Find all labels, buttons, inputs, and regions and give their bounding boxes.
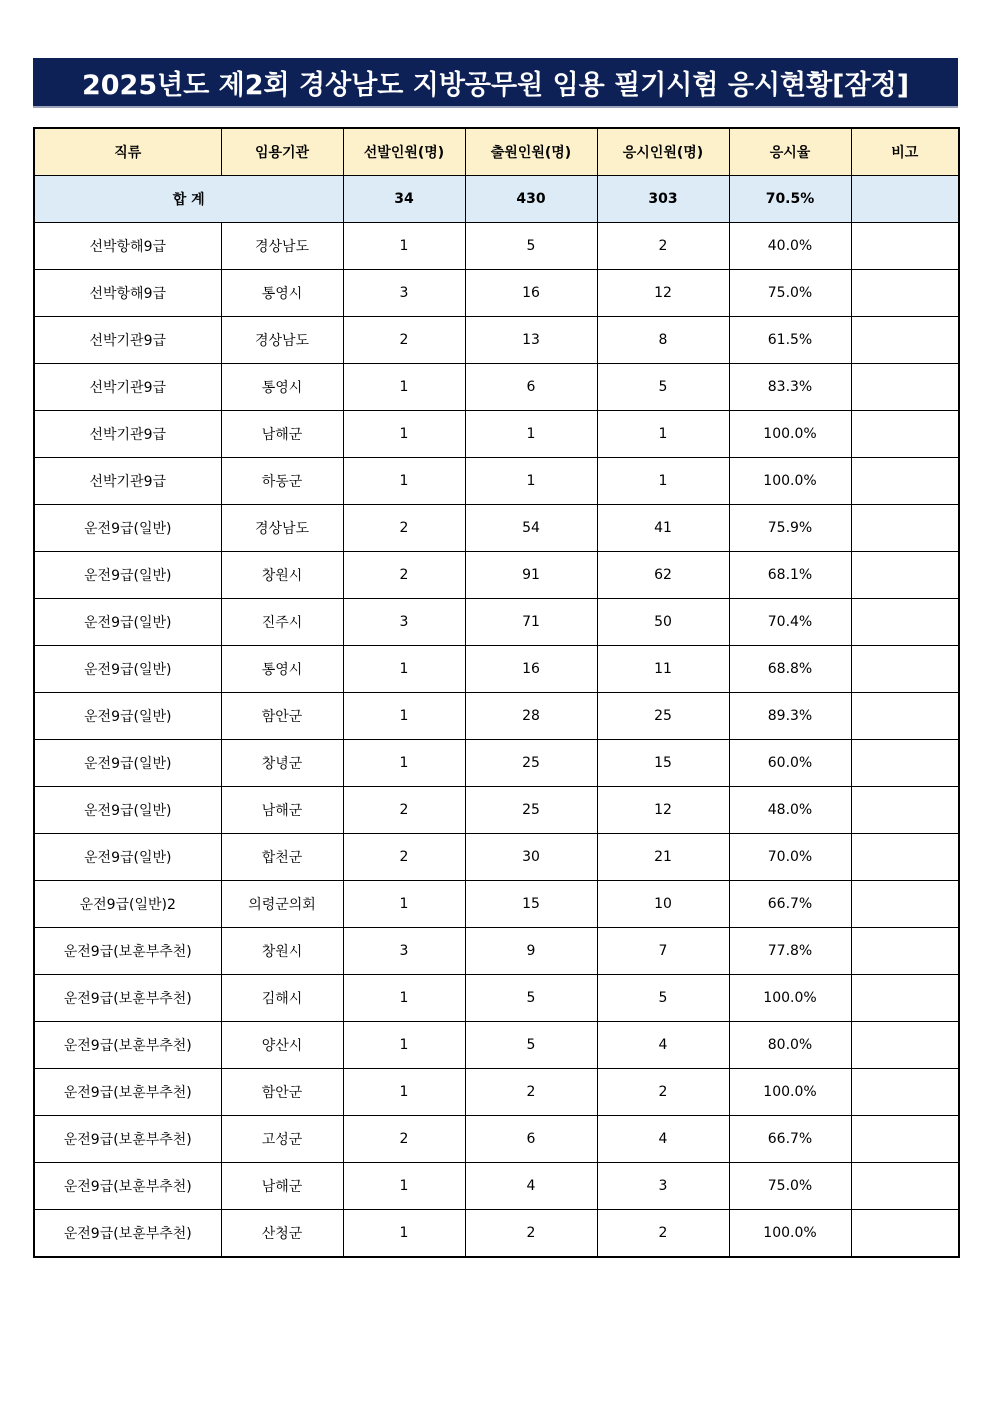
- cell-rate: 100.0%: [729, 1210, 851, 1258]
- cell-rate: 100.0%: [729, 1069, 851, 1116]
- cell-applied: 1: [465, 458, 597, 505]
- cell-selected: 1: [343, 1022, 465, 1069]
- cell-note: [851, 599, 959, 646]
- cell-attended: 41: [597, 505, 729, 552]
- total-row: [34, 176, 959, 223]
- cell-category: 운전9급(보훈부추천): [34, 1210, 221, 1258]
- cell-rate: 40.0%: [729, 223, 851, 270]
- cell-applied: 13: [465, 317, 597, 364]
- cell-category: 운전9급(일반): [34, 834, 221, 881]
- cell-selected: 1: [343, 1163, 465, 1210]
- cell-applied: 5: [465, 1022, 597, 1069]
- cell-note: [851, 270, 959, 317]
- cell-attended: 25: [597, 693, 729, 740]
- cell-note: [851, 834, 959, 881]
- cell-agency: 양산시: [221, 1022, 343, 1069]
- cell-agency: 통영시: [221, 270, 343, 317]
- table-row: [34, 270, 959, 317]
- cell-note: [851, 1210, 959, 1258]
- cell-category: 운전9급(일반): [34, 693, 221, 740]
- table-row: [34, 505, 959, 552]
- cell-agency: 경상남도: [221, 317, 343, 364]
- table-row: [34, 834, 959, 881]
- cell-note: [851, 646, 959, 693]
- cell-agency: 남해군: [221, 787, 343, 834]
- cell-agency: 통영시: [221, 646, 343, 693]
- cell-note: [851, 881, 959, 928]
- cell-attended: 21: [597, 834, 729, 881]
- cell-attended: 5: [597, 364, 729, 411]
- table-row: [34, 928, 959, 975]
- cell-applied: 4: [465, 1163, 597, 1210]
- header-category: 직류: [34, 128, 221, 176]
- cell-selected: 1: [343, 458, 465, 505]
- cell-attended: 15: [597, 740, 729, 787]
- cell-attended: 12: [597, 787, 729, 834]
- cell-note: [851, 928, 959, 975]
- cell-selected: 1: [343, 1069, 465, 1116]
- cell-agency: 합천군: [221, 834, 343, 881]
- cell-applied: 54: [465, 505, 597, 552]
- total-selected: 34: [343, 176, 465, 223]
- cell-note: [851, 505, 959, 552]
- cell-applied: 16: [465, 270, 597, 317]
- header-attended: 응시인원(명): [597, 128, 729, 176]
- cell-attended: 5: [597, 975, 729, 1022]
- table-row: [34, 1116, 959, 1163]
- table-row: [34, 787, 959, 834]
- table-row: [34, 552, 959, 599]
- table-row: [34, 223, 959, 270]
- cell-attended: 1: [597, 458, 729, 505]
- table-row: [34, 1210, 959, 1258]
- table-row: [34, 646, 959, 693]
- cell-attended: 8: [597, 317, 729, 364]
- cell-note: [851, 787, 959, 834]
- cell-attended: 4: [597, 1022, 729, 1069]
- cell-agency: 김해시: [221, 975, 343, 1022]
- cell-category: 선박기관9급: [34, 458, 221, 505]
- cell-attended: 50: [597, 599, 729, 646]
- cell-applied: 5: [465, 975, 597, 1022]
- cell-agency: 하동군: [221, 458, 343, 505]
- cell-selected: 2: [343, 1116, 465, 1163]
- page-title: 2025년도 제2회 경상남도 지방공무원 임용 필기시험 응시현황[잠정]: [33, 58, 958, 108]
- cell-category: 운전9급(보훈부추천): [34, 1163, 221, 1210]
- header-agency: 임용기관: [221, 128, 343, 176]
- cell-applied: 5: [465, 223, 597, 270]
- table-row: [34, 317, 959, 364]
- cell-selected: 1: [343, 975, 465, 1022]
- cell-attended: 4: [597, 1116, 729, 1163]
- cell-category: 운전9급(일반): [34, 505, 221, 552]
- cell-attended: 62: [597, 552, 729, 599]
- cell-rate: 66.7%: [729, 881, 851, 928]
- table-row: [34, 881, 959, 928]
- cell-applied: 25: [465, 787, 597, 834]
- cell-applied: 28: [465, 693, 597, 740]
- table-row: [34, 1163, 959, 1210]
- cell-selected: 1: [343, 646, 465, 693]
- cell-selected: 1: [343, 364, 465, 411]
- cell-agency: 진주시: [221, 599, 343, 646]
- exam-status-table: [33, 127, 960, 1258]
- cell-agency: 창원시: [221, 928, 343, 975]
- cell-applied: 30: [465, 834, 597, 881]
- cell-agency: 함안군: [221, 1069, 343, 1116]
- cell-rate: 61.5%: [729, 317, 851, 364]
- cell-rate: 89.3%: [729, 693, 851, 740]
- cell-category: 운전9급(일반): [34, 552, 221, 599]
- cell-rate: 75.0%: [729, 270, 851, 317]
- cell-attended: 2: [597, 223, 729, 270]
- cell-selected: 3: [343, 270, 465, 317]
- cell-selected: 1: [343, 1210, 465, 1258]
- cell-applied: 16: [465, 646, 597, 693]
- cell-rate: 100.0%: [729, 458, 851, 505]
- cell-category: 운전9급(일반): [34, 646, 221, 693]
- cell-note: [851, 1069, 959, 1116]
- cell-rate: 70.0%: [729, 834, 851, 881]
- cell-category: 선박기관9급: [34, 364, 221, 411]
- cell-applied: 9: [465, 928, 597, 975]
- header-applied: 출원인원(명): [465, 128, 597, 176]
- cell-rate: 68.1%: [729, 552, 851, 599]
- cell-rate: 75.9%: [729, 505, 851, 552]
- cell-agency: 의령군의회: [221, 881, 343, 928]
- total-note: [851, 176, 959, 223]
- table-row: [34, 1022, 959, 1069]
- cell-attended: 10: [597, 881, 729, 928]
- cell-note: [851, 1116, 959, 1163]
- cell-selected: 3: [343, 928, 465, 975]
- cell-category: 운전9급(일반): [34, 599, 221, 646]
- cell-selected: 2: [343, 834, 465, 881]
- cell-applied: 6: [465, 364, 597, 411]
- table-row: [34, 364, 959, 411]
- cell-applied: 71: [465, 599, 597, 646]
- cell-attended: 1: [597, 411, 729, 458]
- cell-rate: 66.7%: [729, 1116, 851, 1163]
- cell-selected: 2: [343, 317, 465, 364]
- cell-category: 운전9급(보훈부추천): [34, 1069, 221, 1116]
- cell-attended: 12: [597, 270, 729, 317]
- cell-category: 운전9급(보훈부추천): [34, 975, 221, 1022]
- table-row: [34, 458, 959, 505]
- cell-selected: 3: [343, 599, 465, 646]
- cell-note: [851, 1163, 959, 1210]
- cell-note: [851, 1022, 959, 1069]
- cell-attended: 2: [597, 1210, 729, 1258]
- cell-rate: 75.0%: [729, 1163, 851, 1210]
- cell-note: [851, 552, 959, 599]
- cell-selected: 2: [343, 505, 465, 552]
- cell-selected: 1: [343, 881, 465, 928]
- cell-agency: 산청군: [221, 1210, 343, 1258]
- cell-agency: 함안군: [221, 693, 343, 740]
- cell-category: 선박항해9급: [34, 270, 221, 317]
- cell-rate: 80.0%: [729, 1022, 851, 1069]
- cell-selected: 1: [343, 411, 465, 458]
- cell-selected: 1: [343, 693, 465, 740]
- total-applied: 430: [465, 176, 597, 223]
- cell-rate: 68.8%: [729, 646, 851, 693]
- cell-rate: 60.0%: [729, 740, 851, 787]
- cell-category: 선박항해9급: [34, 223, 221, 270]
- cell-rate: 100.0%: [729, 975, 851, 1022]
- cell-note: [851, 975, 959, 1022]
- cell-applied: 25: [465, 740, 597, 787]
- cell-category: 운전9급(일반): [34, 787, 221, 834]
- cell-category: 운전9급(보훈부추천): [34, 1022, 221, 1069]
- total-attended: 303: [597, 176, 729, 223]
- cell-agency: 경상남도: [221, 505, 343, 552]
- cell-rate: 100.0%: [729, 411, 851, 458]
- cell-attended: 11: [597, 646, 729, 693]
- cell-rate: 77.8%: [729, 928, 851, 975]
- table-row: [34, 1069, 959, 1116]
- cell-attended: 2: [597, 1069, 729, 1116]
- header-row: [34, 128, 959, 176]
- cell-note: [851, 693, 959, 740]
- cell-category: 선박기관9급: [34, 411, 221, 458]
- header-selected: 선발인원(명): [343, 128, 465, 176]
- cell-category: 운전9급(보훈부추천): [34, 928, 221, 975]
- table-row: [34, 411, 959, 458]
- cell-applied: 15: [465, 881, 597, 928]
- table-row: [34, 975, 959, 1022]
- cell-applied: 1: [465, 411, 597, 458]
- cell-category: 운전9급(일반)2: [34, 881, 221, 928]
- cell-category: 운전9급(일반): [34, 740, 221, 787]
- cell-note: [851, 364, 959, 411]
- cell-rate: 83.3%: [729, 364, 851, 411]
- cell-applied: 2: [465, 1069, 597, 1116]
- header-rate: 응시율: [729, 128, 851, 176]
- cell-note: [851, 317, 959, 364]
- cell-note: [851, 740, 959, 787]
- total-rate: 70.5%: [729, 176, 851, 223]
- cell-note: [851, 458, 959, 505]
- cell-attended: 3: [597, 1163, 729, 1210]
- header-note: 비고: [851, 128, 959, 176]
- table-row: [34, 693, 959, 740]
- cell-rate: 48.0%: [729, 787, 851, 834]
- cell-applied: 6: [465, 1116, 597, 1163]
- cell-agency: 창원시: [221, 552, 343, 599]
- cell-applied: 91: [465, 552, 597, 599]
- cell-selected: 2: [343, 787, 465, 834]
- table-row: [34, 740, 959, 787]
- cell-applied: 2: [465, 1210, 597, 1258]
- cell-category: 선박기관9급: [34, 317, 221, 364]
- cell-agency: 남해군: [221, 411, 343, 458]
- cell-note: [851, 411, 959, 458]
- total-label: 합 계: [34, 176, 343, 223]
- cell-category: 운전9급(보훈부추천): [34, 1116, 221, 1163]
- cell-agency: 창녕군: [221, 740, 343, 787]
- table-row: [34, 599, 959, 646]
- cell-agency: 통영시: [221, 364, 343, 411]
- cell-agency: 경상남도: [221, 223, 343, 270]
- cell-agency: 고성군: [221, 1116, 343, 1163]
- cell-selected: 1: [343, 223, 465, 270]
- cell-selected: 1: [343, 740, 465, 787]
- cell-attended: 7: [597, 928, 729, 975]
- cell-rate: 70.4%: [729, 599, 851, 646]
- cell-selected: 2: [343, 552, 465, 599]
- cell-note: [851, 223, 959, 270]
- cell-agency: 남해군: [221, 1163, 343, 1210]
